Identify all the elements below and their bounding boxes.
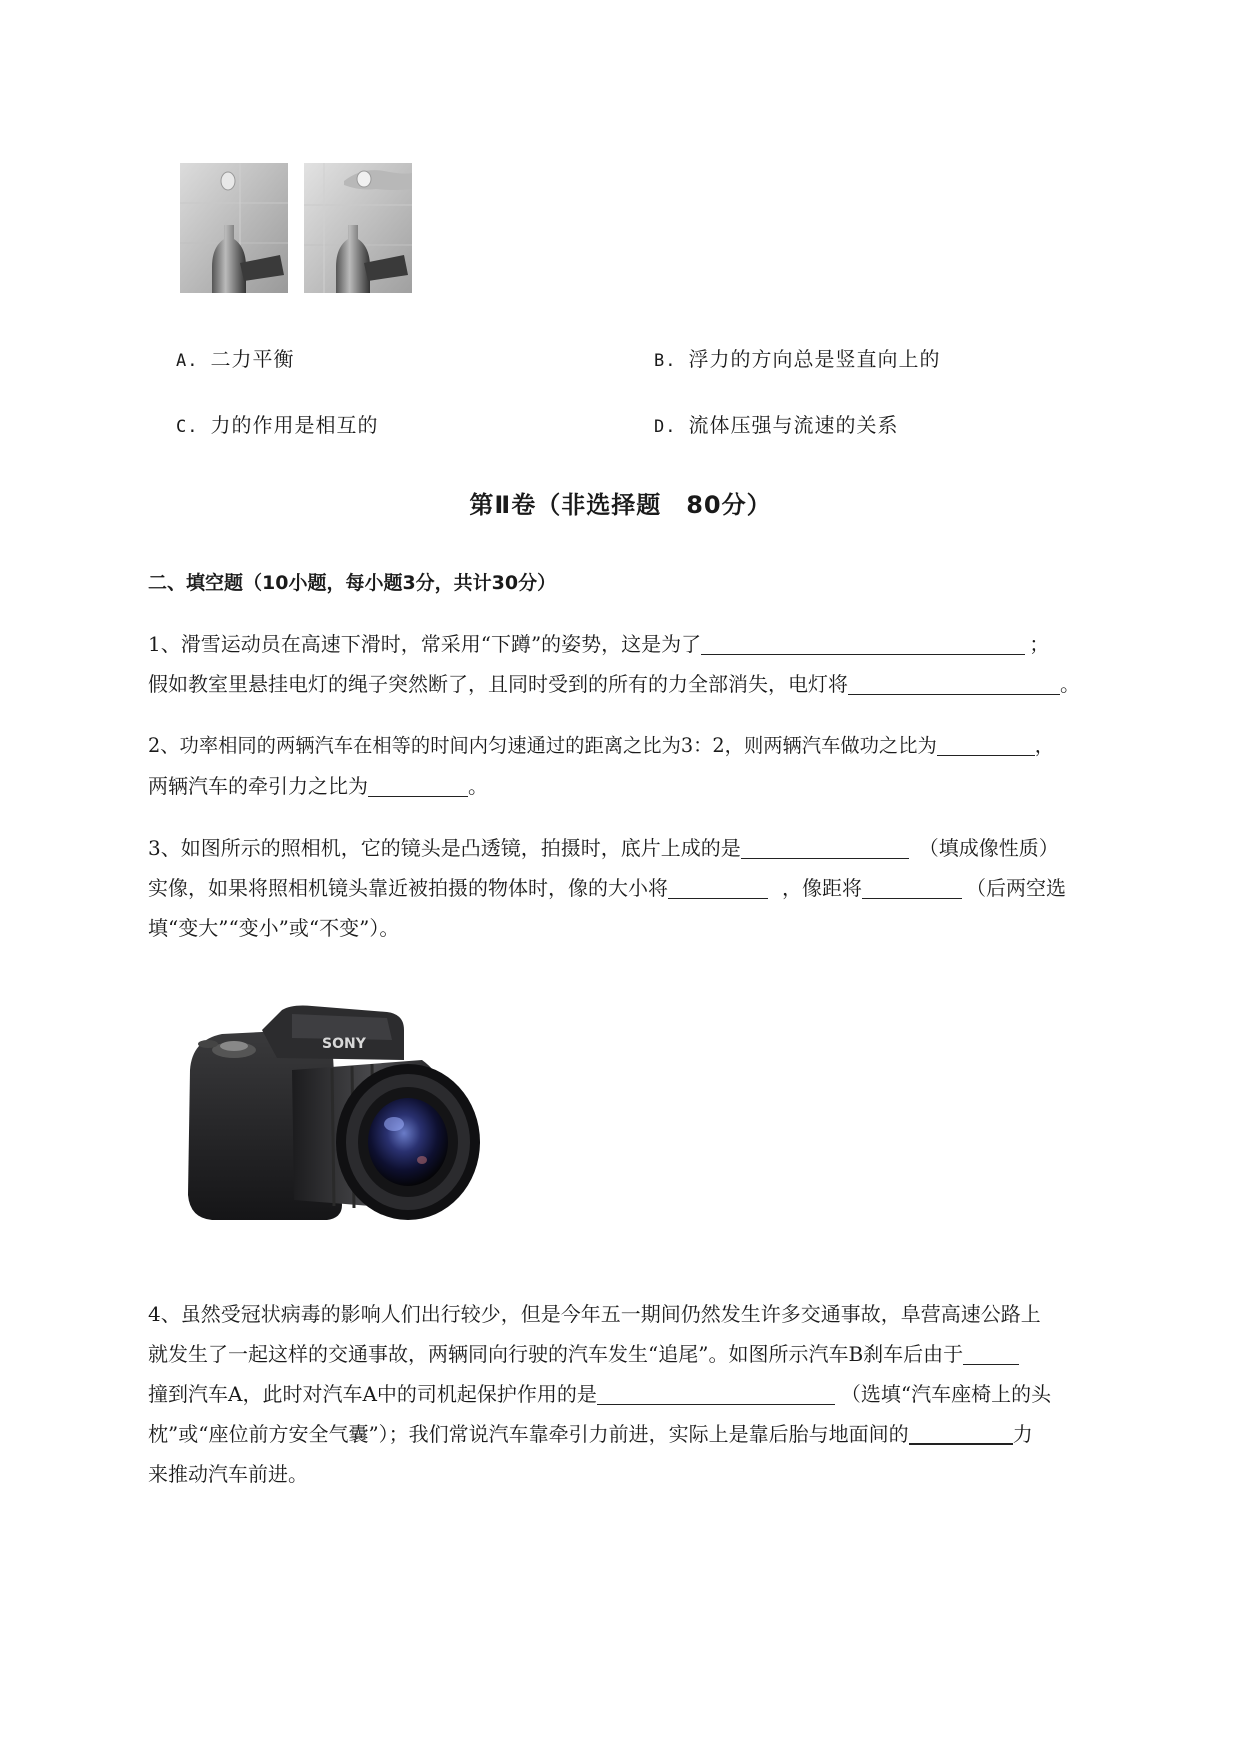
q4-blank-1[interactable] xyxy=(963,1340,1019,1365)
camera-brand: SONY xyxy=(322,1036,366,1052)
question-1: 1、滑雪运动员在高速下滑时，常采用“下蹲”的姿势，这是为了 ； 假如教室里悬挂电灯的绳子突然断了，且同时受到的所有的力全部消失，电灯将 。 xyxy=(148,632,1080,696)
experiment-photo-left xyxy=(180,163,288,293)
camera-image xyxy=(182,1000,488,1230)
option-c-text: 力的作用是相互的 xyxy=(210,413,379,437)
q2-blank-1[interactable] xyxy=(937,731,1035,756)
option-a xyxy=(176,343,294,372)
option-b-text: 浮力的方向总是竖直向上的 xyxy=(688,347,941,371)
q3-blank-2[interactable] xyxy=(668,874,768,899)
section-title: 第Ⅱ卷（非选择题 80分） xyxy=(469,491,772,519)
q3-blank-1[interactable] xyxy=(741,834,909,859)
q1-blank-2[interactable] xyxy=(848,670,1060,695)
q4-blank-3[interactable] xyxy=(909,1419,1013,1445)
experiment-photo-right xyxy=(304,163,412,293)
option-b xyxy=(654,343,940,372)
question-2: 2、功率相同的两辆汽车在相等的时间内匀速通过的距离之比为3：2，则两辆汽车做功之比为 ， 两辆汽车的牵引力之比为 。 xyxy=(148,726,1158,806)
option-d-label: D. xyxy=(654,417,677,437)
option-a-text: 二力平衡 xyxy=(210,347,295,371)
option-b-label: B. xyxy=(654,351,677,371)
q3-blank-3[interactable] xyxy=(862,874,962,899)
option-d-text: 流体压强与流速的关系 xyxy=(688,413,899,437)
question-4: 4、虽然受冠状病毒的影响人们出行较少，但是今年五一期间仍然发生许多交通事故，阜营高速公路上 就发生了一起这样的交通事故，两辆同向行驶的汽车发生“追尾”。如图所示汽车B刹车后由于 撞到汽车A，此时对汽车A中的司机起保护作用的是 （选填“汽车座椅上的头 枕”或“座位前方安全气囊”）；我们常说汽车靠牵引力前进，实际上是靠后胎与地面间的 力 来推动汽车前进。 xyxy=(148,1302,1052,1486)
option-c xyxy=(176,409,378,438)
q1-blank-1[interactable] xyxy=(701,630,1025,655)
q4-blank-2[interactable] xyxy=(597,1380,835,1405)
option-d xyxy=(654,409,898,438)
subsection-title: 二、填空题（10小题，每小题3分，共计30分） xyxy=(148,572,557,594)
option-a-label: A. xyxy=(176,351,199,371)
option-c-label: C. xyxy=(176,417,199,437)
q2-blank-2[interactable] xyxy=(368,772,468,797)
question-3: 3、如图所示的照相机，它的镜头是凸透镜，拍摄时，底片上成的是 （填成像性质） 实像，如果将照相机镜头靠近被拍摄的物体时，像的大小将 ，像距将 （后两空选 填“变大”“变小”或“不变”）。 xyxy=(148,836,1066,940)
